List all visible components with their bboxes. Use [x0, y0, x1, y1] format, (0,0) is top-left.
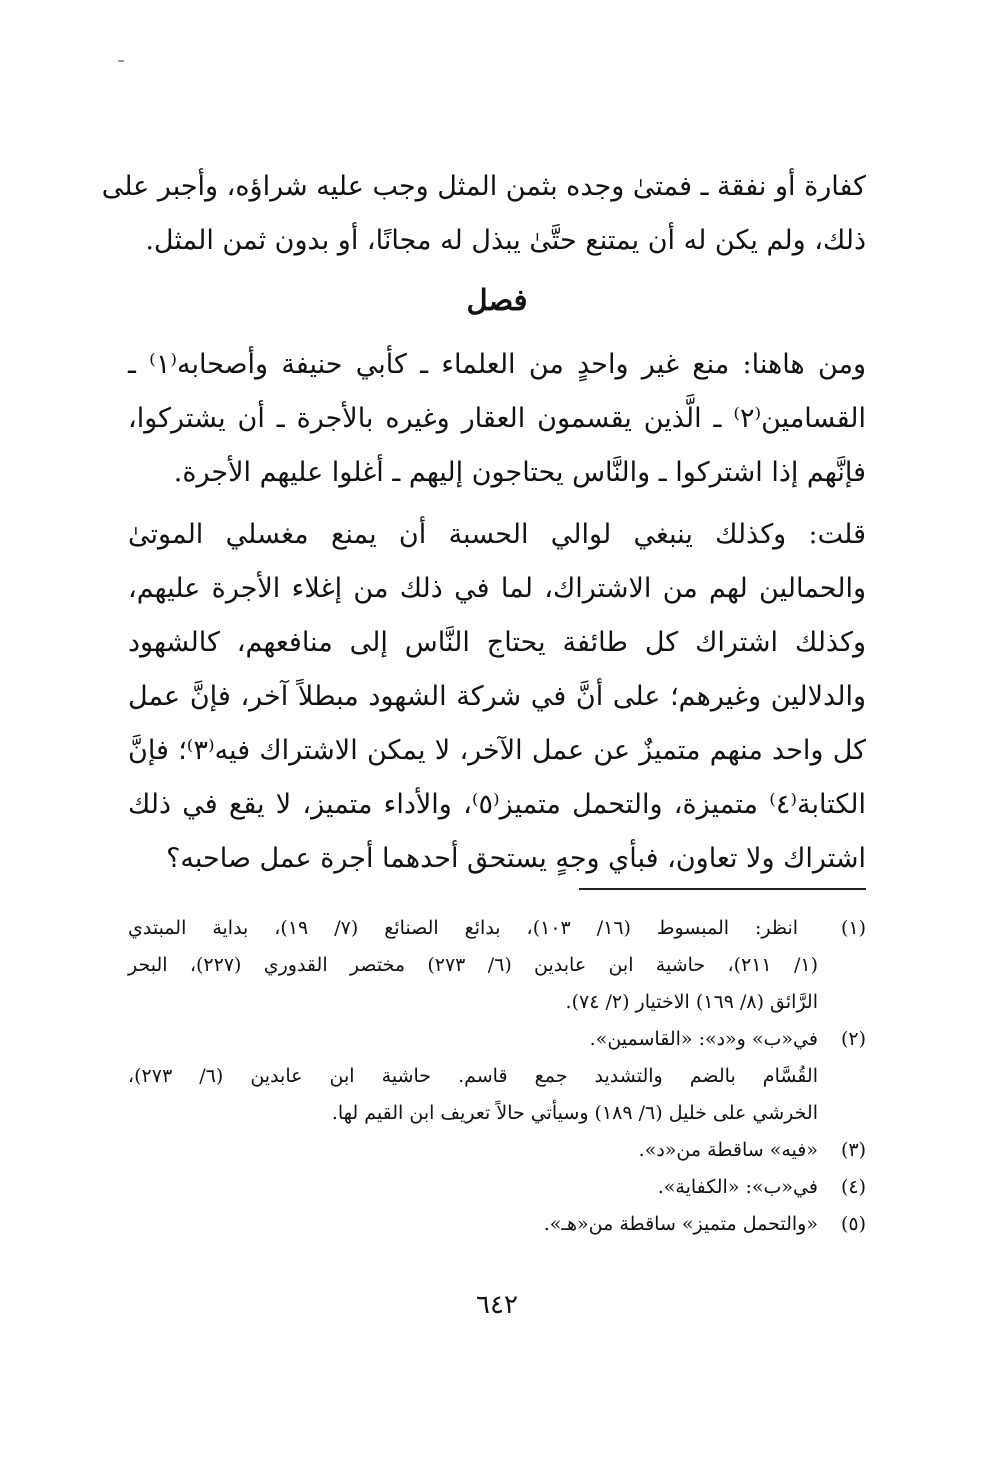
footnote-4: [128, 1169, 866, 1206]
footnote-5: [128, 1206, 866, 1243]
text-line: قلت: وكذلك ينبغي لوالي الحسبة أن يمنع مغسلي الموتىٰ: [128, 519, 866, 550]
text-line: كل واحد منهم متميزٌ عن عمل الآخر، لا يمكن الاشتراك فيه⁽٣⁾؛ فإنَّ: [128, 735, 866, 766]
text-line: اشتراك ولا تعاون، فبأي وجهٍ يستحق أحدهما أجرة عمل صاحبه؟: [166, 843, 866, 874]
footnote-text: في«ب» و«د»: «القاسمين».: [589, 1028, 818, 1050]
scan-mark: [118, 60, 124, 62]
footnote-text: «والتحمل متميز» ساقطة من«هـ».: [543, 1213, 818, 1235]
text-line: الكتابة⁽٤⁾ متميزة، والتحمل متميز⁽٥⁾، والأداء متميز، لا يقع في ذلك: [128, 789, 866, 820]
text-line: والدلالين وغيرهم؛ على أنَّ في شركة الشهود مبطلاً آخر، فإنَّ عمل: [128, 681, 866, 712]
text-line: كفارة أو نفقة ـ فمتىٰ وجده بثمن المثل وجب عليه شراؤه، وأجبر على: [101, 171, 866, 202]
footnote-line: الرَّائق (٨/ ١٦٩) الاختيار (٢/ ٧٤).: [565, 991, 818, 1013]
paragraph-2: [128, 338, 866, 500]
paragraph-gap: [128, 500, 866, 508]
footnote-line: [128, 1206, 866, 1243]
footnote-divider: [579, 888, 866, 890]
text-line: والحمالين لهم من الاشتراك، لما في ذلك من إغلاء الأجرة عليهم،: [128, 573, 866, 604]
text-line: فإنَّهم إذا اشتركوا ـ والنَّاس يحتاجون إليهم ـ أغلوا عليهم الأجرة.: [173, 457, 866, 488]
footnote-line: [128, 1169, 866, 1206]
footnote-line: [128, 1021, 866, 1058]
footnote-line: [128, 1132, 866, 1169]
text-line: ومن هاهنا: منع غير واحدٍ من العلماء ـ كأبي حنيفة وأصحابه⁽١⁾ ـ: [128, 349, 867, 380]
text-line: القسامين⁽٢⁾ ـ الَّذين يقسمون العقار وغيره بالأجرة ـ أن يشتركوا،: [128, 403, 866, 434]
paragraph-3: [128, 508, 866, 886]
footnote-2: [128, 1021, 866, 1132]
text-line: وكذلك اشتراك كل طائفة يحتاج النَّاس إلى منافعهم، كالشهود: [128, 627, 866, 658]
footnote-line: (١/ ٢١١)، حاشية ابن عابدين (٦/ ٢٧٣) مختصر القدوري (٢٢٧)، البحر: [128, 954, 818, 976]
footnote-text: في«ب»: «الكفاية».: [657, 1176, 818, 1198]
footnote-text: انظر: المبسوط (١٦/ ١٠٣)، بدائع الصنائع (٧/ ١٩)، بداية المبتدي: [128, 917, 799, 939]
footnote-number: (٣): [840, 1139, 866, 1161]
page-number: ٦٤٢: [476, 1290, 518, 1320]
footnote-line: القُسَّام بالضم والتشديد جمع قاسم. حاشية ابن عابدين (٦/ ٢٧٣)،: [128, 1065, 818, 1087]
footnote-text: «فيه» ساقطة من«د».: [638, 1139, 818, 1161]
footnote-number: (٥): [840, 1213, 866, 1235]
footnote-3: [128, 1132, 866, 1169]
footnote-number: (٢): [840, 1028, 866, 1050]
footnote-line: [128, 910, 866, 947]
section-heading: فصل: [466, 283, 528, 317]
main-text: [101, 160, 867, 886]
footnote-1: [128, 910, 866, 1021]
paragraph-1: [101, 160, 866, 268]
footnote-number: (١): [840, 917, 866, 939]
footnotes: [128, 910, 866, 1243]
text-line: ذلك، ولم يكن له أن يمتنع حتَّىٰ يبذل له مجانًا، أو بدون ثمن المثل.: [145, 225, 866, 256]
footnote-number: (٤): [840, 1176, 866, 1198]
footnote-line: الخرشي على خليل (٦/ ١٨٩) وسيأتي حالاً تعريف ابن القيم لها.: [331, 1102, 818, 1124]
